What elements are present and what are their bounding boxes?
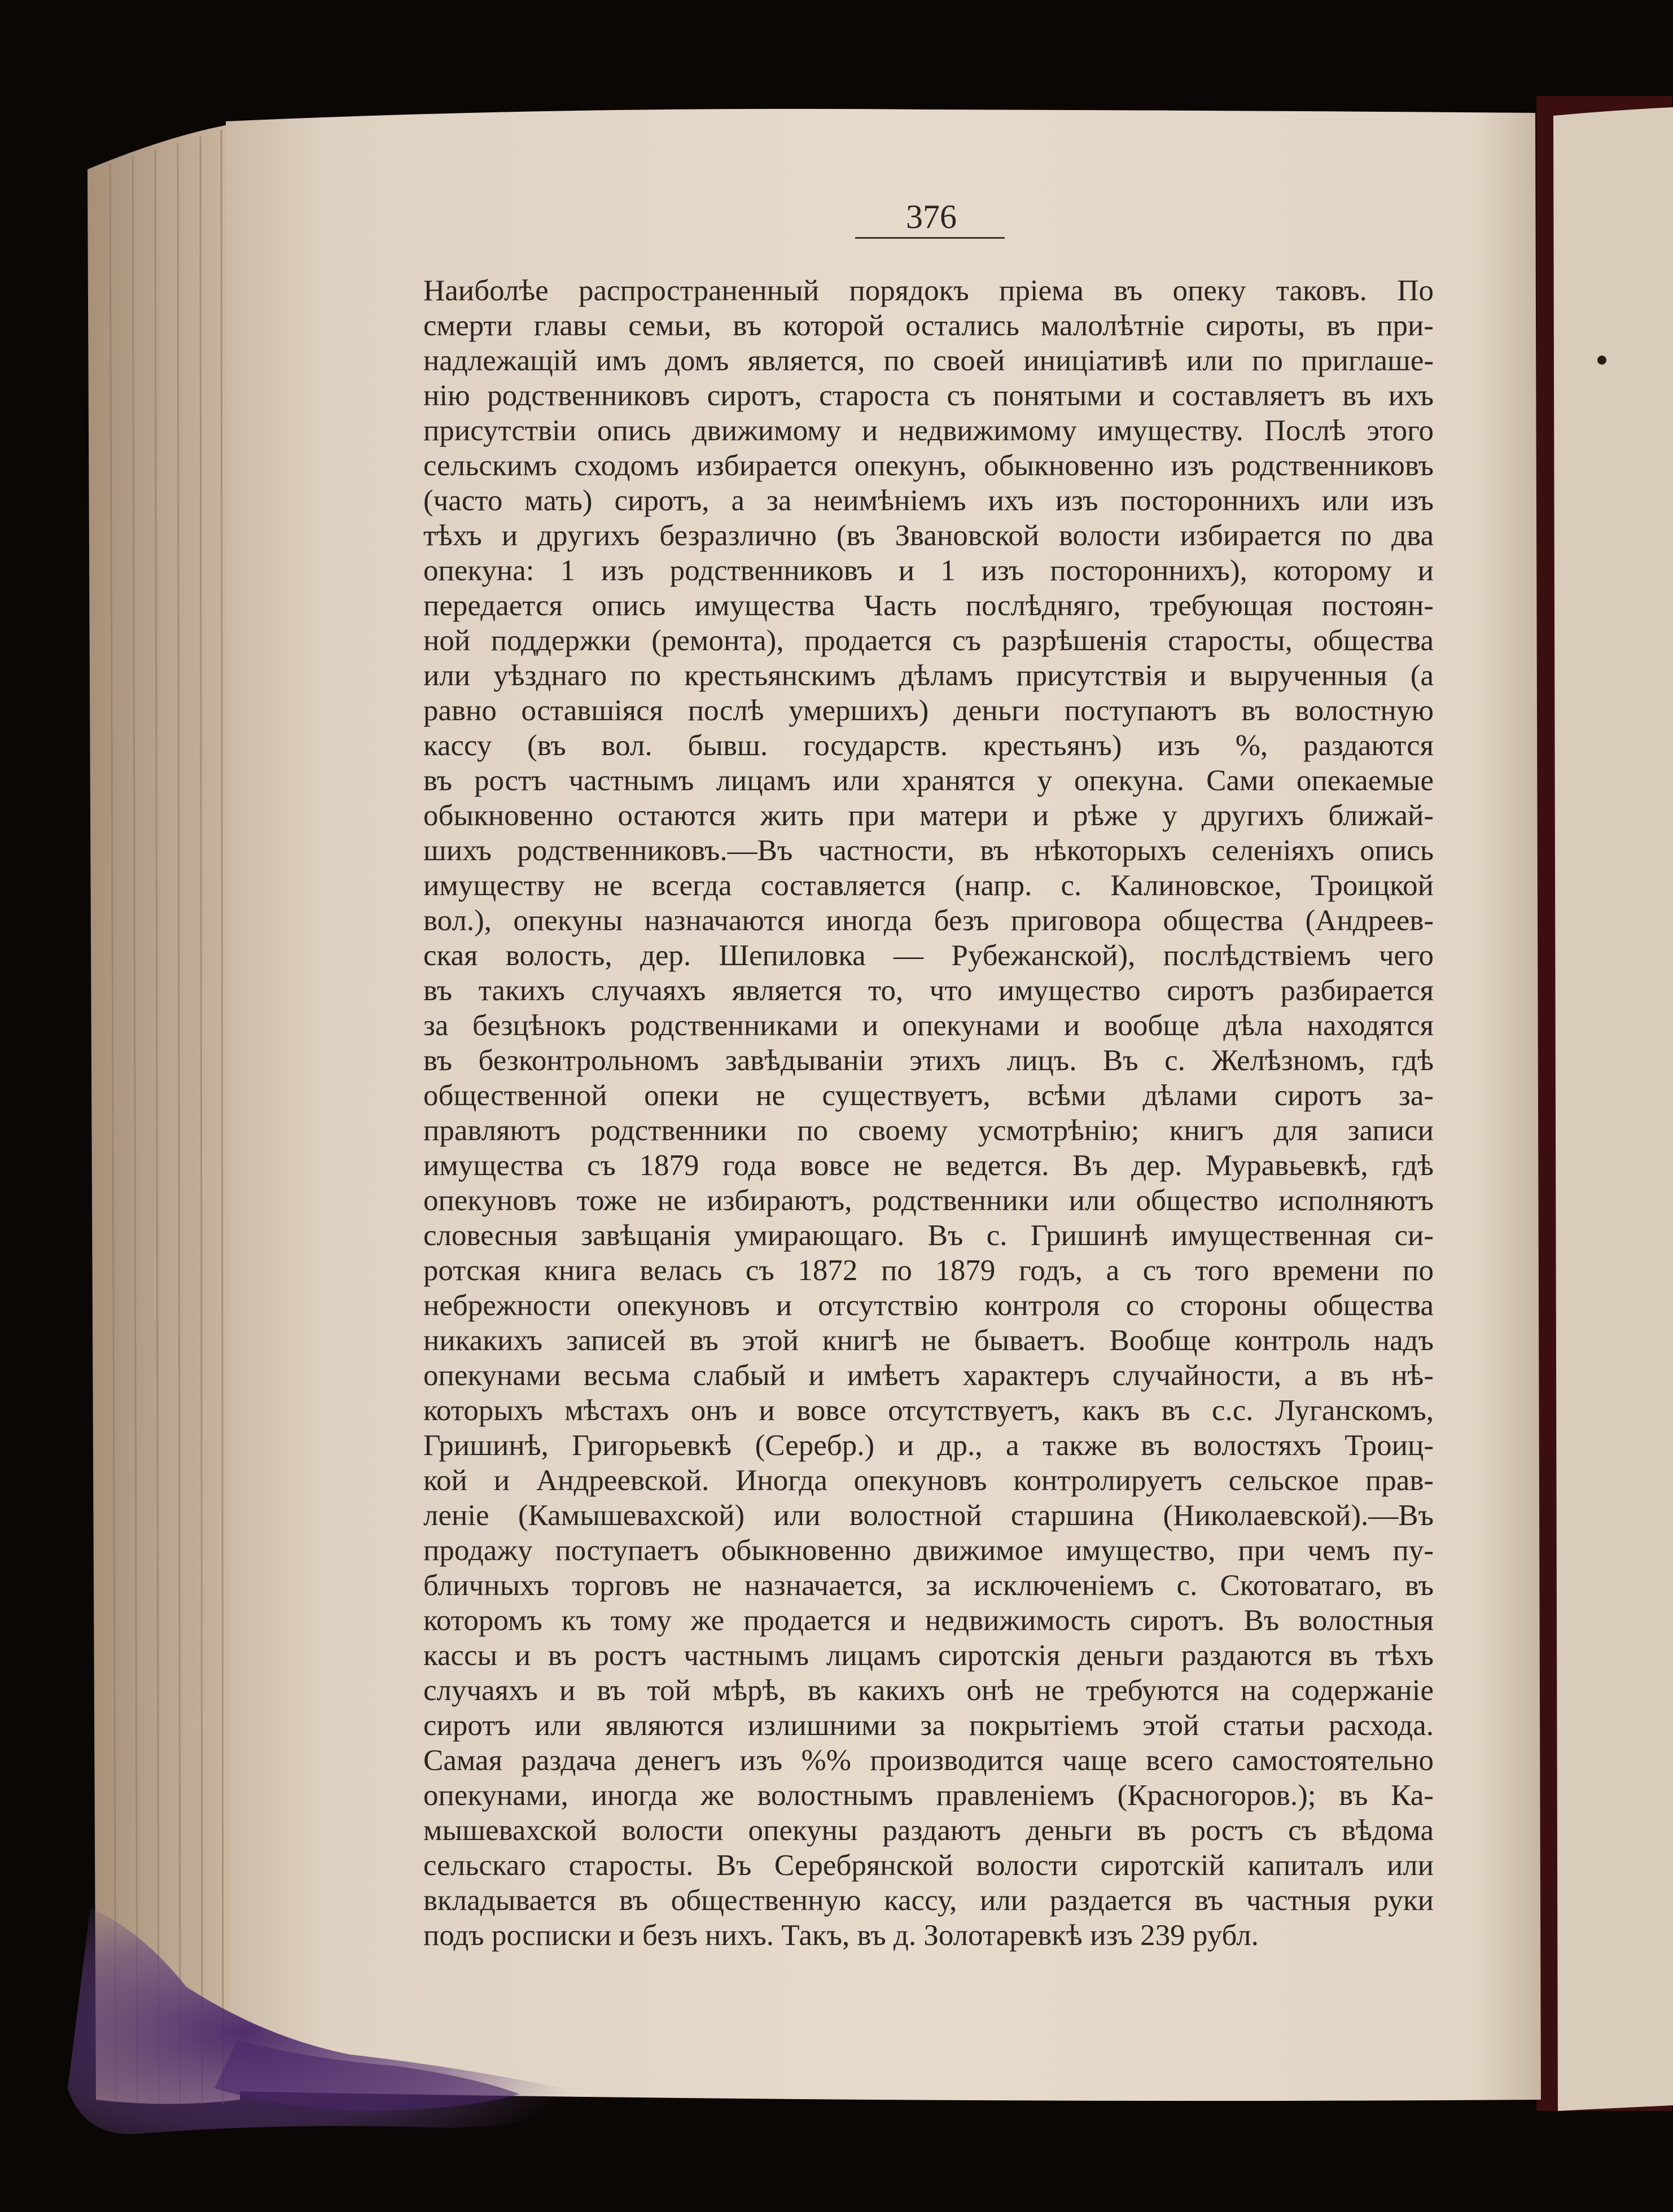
text-line: никакихъ записей въ этой книгѣ не бываетъ. Вообще контроль надъ — [423, 1324, 1434, 1357]
text-line: (часто мать) сиротъ, а за неимѣніемъ ихъ изъ постороннихъ или изъ — [423, 484, 1434, 517]
text-line: въ безконтрольномъ завѣдываніи этихъ лицъ. Въ с. Желѣзномъ, гдѣ — [423, 1044, 1434, 1077]
text-line: сиротъ или являются излишними за покрытіемъ этой статьи расхода. — [423, 1709, 1434, 1742]
text-line: леніе (Камышевахской) или волостной старшина (Николаевской).—Въ — [423, 1499, 1434, 1532]
text-line: опекунами, иногда же волостнымъ правленіемъ (Красногоров.); въ Ка- — [423, 1779, 1434, 1812]
text-line: Наиболѣе распространенный порядокъ пріема въ опеку таковъ. По — [423, 274, 1434, 307]
text-line: общественной опеки не существуетъ, всѣми дѣлами сиротъ за- — [423, 1079, 1434, 1112]
text-line: передается опись имущества Часть послѣдняго, требующая постоян- — [423, 589, 1434, 622]
text-line: смерти главы семьи, въ которой остались малолѣтніе сироты, въ при- — [423, 309, 1434, 342]
text-line: кассу (въ вол. бывш. государств. крестьянъ) изъ %, раздаются — [423, 729, 1434, 762]
text-line: тѣхъ и другихъ безразлично (въ Звановской волости избирается по два — [423, 519, 1434, 552]
text-line: шихъ родственниковъ.—Въ частности, въ нѣкоторыхъ селеніяхъ опись — [423, 834, 1434, 867]
text-line: въ ростъ частнымъ лицамъ или хранятся у опекуна. Сами опекаемые — [423, 764, 1434, 797]
text-line: имущества съ 1879 года вовсе не ведется. Въ дер. Муравьевкѣ, гдѣ — [423, 1149, 1434, 1182]
text-line: обыкновенно остаются жить при матери и рѣже у другихъ ближай- — [423, 799, 1434, 832]
text-line: равно оставшіяся послѣ умершихъ) деньги поступаютъ въ волостную — [423, 694, 1434, 727]
text-line: имуществу не всегда составляется (напр. с. Калиновское, Троицкой — [423, 869, 1434, 902]
text-line: нію родственниковъ сиротъ, староста съ понятыми и составляетъ въ ихъ — [423, 379, 1434, 412]
text-line: опекуновъ тоже не избираютъ, родственники или общество исполняютъ — [423, 1184, 1434, 1217]
text-line: въ такихъ случаяхъ является то, что имущество сиротъ разбирается — [423, 974, 1434, 1007]
text-line: опекуна: 1 изъ родственниковъ и 1 изъ постороннихъ), которому и — [423, 554, 1434, 587]
text-line: сельскаго старосты. Въ Серебрянской волости сиротскій капиталъ или — [423, 1849, 1434, 1882]
text-line: присутствіи опись движимому и недвижимому имуществу. Послѣ этого — [423, 414, 1434, 447]
page-number-rule — [855, 237, 1005, 239]
text-line: опекунами весьма слабый и имѣетъ характеръ случайности, а въ нѣ- — [423, 1359, 1434, 1392]
text-line: небрежности опекуновъ и отсутствію контроля со стороны общества — [423, 1289, 1434, 1322]
text-line: подъ росписки и безъ нихъ. Такъ, въ д. Золотаревкѣ изъ 239 рубл. — [423, 1919, 1259, 1952]
text-line: кассы и въ ростъ частнымъ лицамъ сиротскія деньги раздаются въ тѣхъ — [423, 1639, 1434, 1672]
text-line: надлежащій имъ домъ является, по своей иниціативѣ или по приглаше- — [423, 344, 1434, 377]
text-line: случаяхъ и въ той мѣрѣ, въ какихъ онѣ не требуются на содержаніе — [423, 1674, 1434, 1707]
text-line: сельскимъ сходомъ избирается опекунъ, обыкновенно изъ родственниковъ — [423, 449, 1434, 482]
next-page-sliver — [1553, 107, 1673, 2111]
text-line: ротская книга велась съ 1872 по 1879 годъ, а съ того времени по — [423, 1254, 1434, 1287]
text-line: или уѣзднаго по крестьянскимъ дѣламъ присутствія и вырученныя (а — [423, 659, 1434, 692]
text-line: продажу поступаетъ обыкновенно движимое имущество, при чемъ пу- — [423, 1534, 1434, 1567]
text-line: правляютъ родственники по своему усмотрѣнію; книгъ для записи — [423, 1114, 1434, 1147]
text-line: вол.), опекуны назначаются иногда безъ приговора общества (Андреев- — [423, 904, 1434, 937]
text-line: ной поддержки (ремонта), продается съ разрѣшенія старосты, общества — [423, 624, 1434, 657]
text-line: которомъ къ тому же продается и недвижимость сиротъ. Въ волостныя — [423, 1604, 1434, 1637]
text-line: бличныхъ торговъ не назначается, за исключеніемъ с. Скотоватаго, въ — [423, 1569, 1434, 1602]
page-number: 376 — [906, 198, 957, 235]
text-line: Гришинѣ, Григорьевкѣ (Серебр.) и др., а также въ волостяхъ Троиц- — [423, 1429, 1434, 1462]
text-line: которыхъ мѣстахъ онъ и вовсе отсутствуетъ, какъ въ с.с. Луганскомъ, — [423, 1394, 1434, 1427]
text-line: вкладывается въ общественную кассу, или раздается въ частныя руки — [423, 1884, 1434, 1917]
speck — [1597, 356, 1606, 365]
text-line: мышевахской волости опекуны раздаютъ деньги въ ростъ съ вѣдома — [423, 1814, 1434, 1847]
text-line: ская волость, дер. Шепиловка — Рубежанской), послѣдствіемъ чего — [423, 939, 1434, 972]
text-line: Самая раздача денегъ изъ %% производится чаще всего самостоятельно — [423, 1744, 1434, 1777]
page-body-text — [423, 273, 1434, 1953]
text-line: словесныя завѣщанія умирающаго. Въ с. Гришинѣ имущественная си- — [423, 1219, 1434, 1252]
text-line: за безцѣнокъ родственниками и опекунами и вообще дѣла находятся — [423, 1009, 1434, 1042]
text-line: кой и Андреевской. Иногда опекуновъ контролируетъ сельское прав- — [423, 1464, 1434, 1497]
